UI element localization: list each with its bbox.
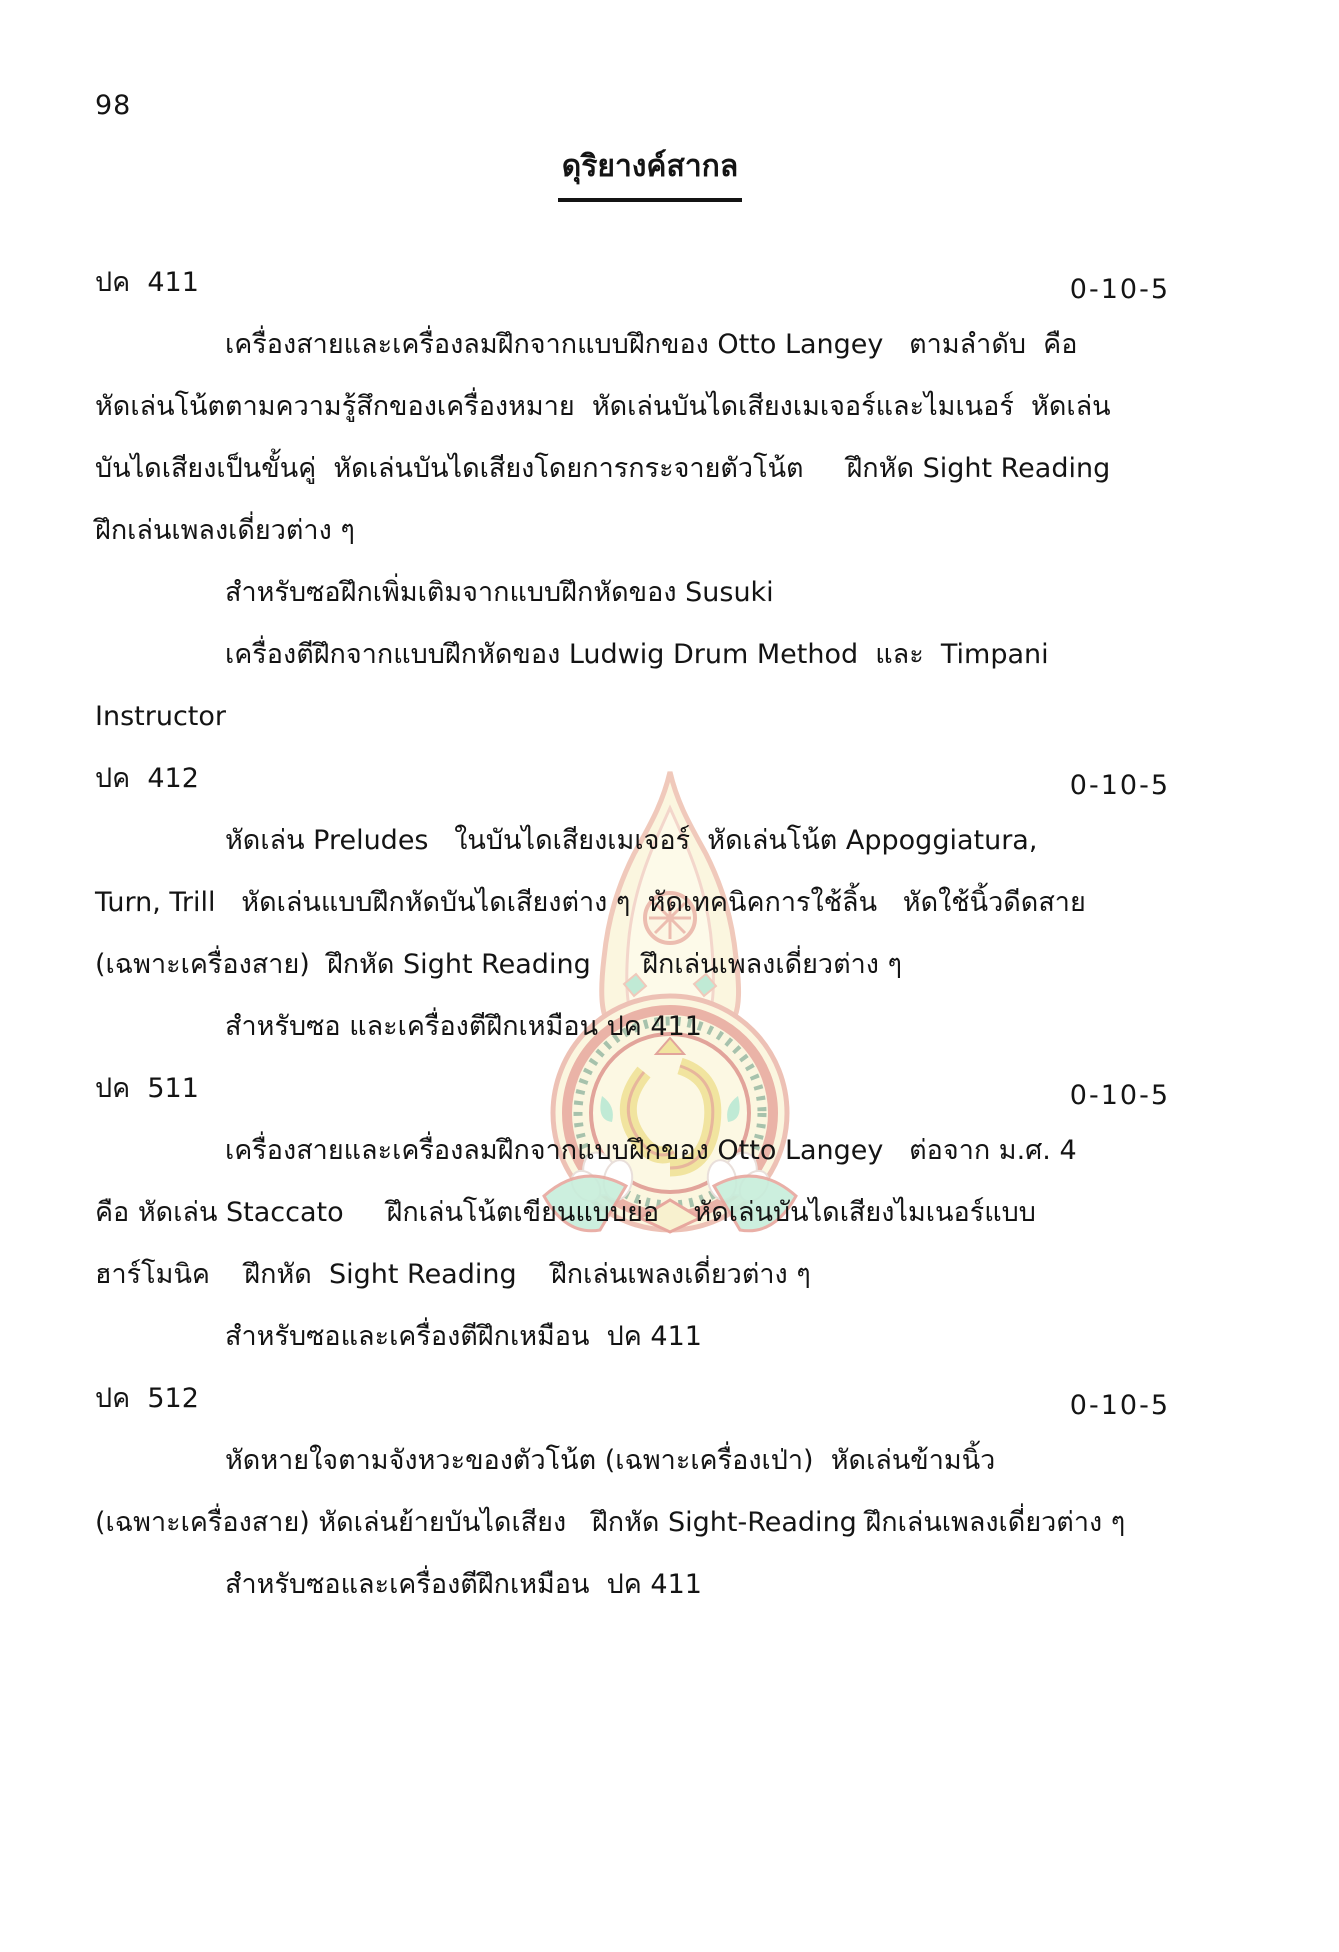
course-text-line: หัดหายใจตามจังหวะของตัวโน้ต (เฉพาะเครื่องเป่า) หัดเล่นข้ามนิ้ว: [225, 1445, 996, 1476]
course-text-line: (เฉพาะเครื่องสาย) หัดเล่นย้ายบันไดเสียง ฝึกหัด Sight-Reading ฝึกเล่นเพลงเดี่ยวต่าง ๆ: [95, 1507, 1126, 1538]
page-title-text: ดุริยางค์สากล: [558, 143, 742, 202]
course-text-line: สำหรับซอและเครื่องตีฝึกเหมือน ปค 411: [225, 1569, 702, 1600]
course-text-line: หัดเล่นโน้ตตามความรู้สึกของเครื่องหมาย หัดเล่นบันไดเสียงเมเจอร์และไมเนอร์ หัดเล่น: [95, 391, 1111, 422]
course-text-line: Instructor: [95, 701, 226, 732]
course-text-line: สำหรับซอ และเครื่องตีฝึกเหมือน ปค 411: [225, 1011, 702, 1042]
course-text-line: บันไดเสียงเป็นขั้นคู่ หัดเล่นบันไดเสียงโดยการกระจายตัวโน้ต ฝึกหัด Sight Reading: [95, 453, 1111, 484]
course-text-line: เครื่องสายและเครื่องลมฝึกจากแบบฝึกของ Otto Langey ต่อจาก ม.ศ. 4: [225, 1135, 1077, 1166]
course-code: ปค 511: [95, 1073, 199, 1104]
document-body: [95, 252, 1250, 1616]
course-text-line: ฮาร์โมนิค ฝึกหัด Sight Reading ฝึกเล่นเพลงเดี่ยวต่าง ๆ: [95, 1259, 811, 1290]
course-text-line: สำหรับซอฝึกเพิ่มเติมจากแบบฝึกหัดของ Susuki: [225, 577, 774, 608]
course-text-line: (เฉพาะเครื่องสาย) ฝึกหัด Sight Reading ฝึกเล่นเพลงเดี่ยวต่าง ๆ: [95, 949, 903, 980]
page-number: 98: [95, 90, 132, 121]
course-text-line: สำหรับซอและเครื่องตีฝึกเหมือน ปค 411: [225, 1321, 702, 1352]
course-text-line: คือ หัดเล่น Staccato ฝึกเล่นโน้ตเขียนแบบย่อ หัดเล่นบันไดเสียงไมเนอร์แบบ: [95, 1197, 1036, 1228]
course-text-line: ฝึกเล่นเพลงเดี่ยวต่าง ๆ: [95, 515, 355, 546]
course-text-line: Turn, Trill หัดเล่นแบบฝึกหัดบันไดเสียงต่าง ๆ หัดเทคนิคการใช้ลิ้น หัดใช้นิ้วดีดสาย: [95, 887, 1086, 918]
course-credits: 0-10-5: [1069, 1390, 1170, 1421]
course-credits: 0-10-5: [1069, 274, 1170, 305]
page-title: [0, 143, 1300, 202]
course-header-412: [95, 748, 1250, 810]
course-code: ปค 412: [95, 763, 199, 794]
course-header-411: [95, 252, 1250, 314]
course-code: ปค 512: [95, 1383, 199, 1414]
course-credits: 0-10-5: [1069, 770, 1170, 801]
course-text-line: เครื่องสายและเครื่องลมฝึกจากแบบฝึกของ Otto Langey ตามลำดับ คือ: [225, 329, 1078, 360]
course-text-line: หัดเล่น Preludes ในบันไดเสียงเมเจอร์ หัดเล่นโน้ต Appoggiatura,: [225, 825, 1038, 856]
course-header-511: [95, 1058, 1250, 1120]
course-credits: 0-10-5: [1069, 1080, 1170, 1111]
course-header-512: [95, 1368, 1250, 1430]
course-code: ปค 411: [95, 267, 199, 298]
course-text-line: เครื่องตีฝึกจากแบบฝึกหัดของ Ludwig Drum Method และ Timpani: [225, 639, 1049, 670]
